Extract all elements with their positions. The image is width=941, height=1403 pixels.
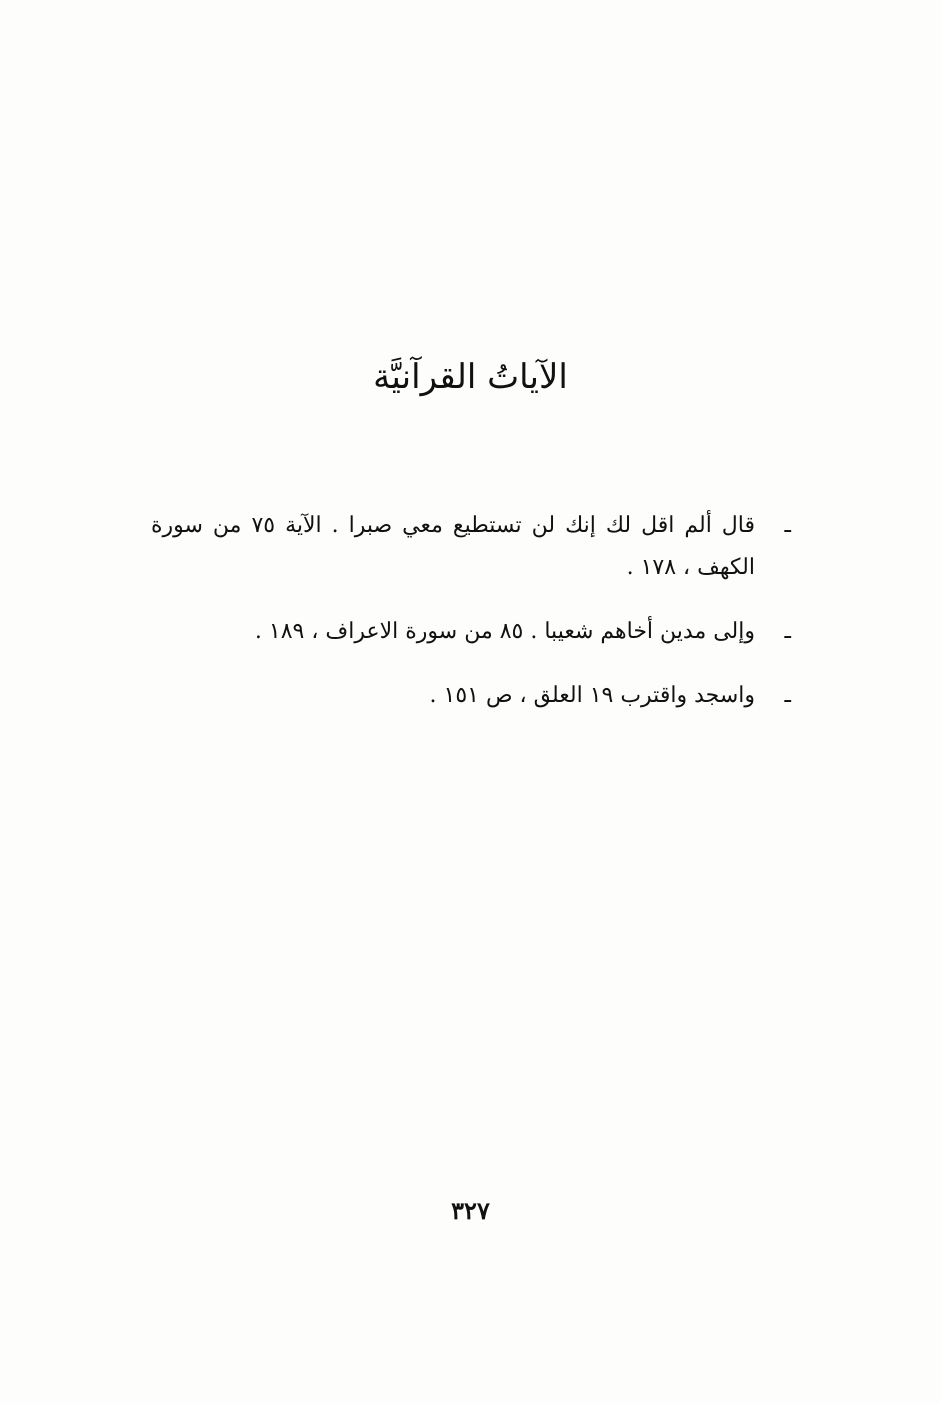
page-title: الآياتُ القرآنيَّة: [373, 357, 568, 397]
entry-dash: ـ: [784, 683, 791, 708]
entry-text: وإلى مدين أخاهم شعيبا . ٨٥ من سورة الاعراف ، ١٨٩ .: [254, 619, 755, 644]
list-item: [151, 675, 791, 717]
entry-dash: ـ: [784, 513, 791, 538]
page-number: ٣٢٧: [451, 1196, 490, 1225]
entry-text: قال ألم اقل لك إنك لن تستطيع معي صبرا . الآية ٧٥ من سورة الكهف ، ١٧٨ .: [151, 513, 755, 580]
entry-text: واسجد واقترب ١٩ العلق ، ص ١٥١ .: [429, 683, 755, 708]
quran-verses-list: [151, 505, 791, 739]
list-item: [151, 505, 791, 589]
list-item: [151, 611, 791, 653]
entry-dash: ـ: [784, 619, 791, 644]
